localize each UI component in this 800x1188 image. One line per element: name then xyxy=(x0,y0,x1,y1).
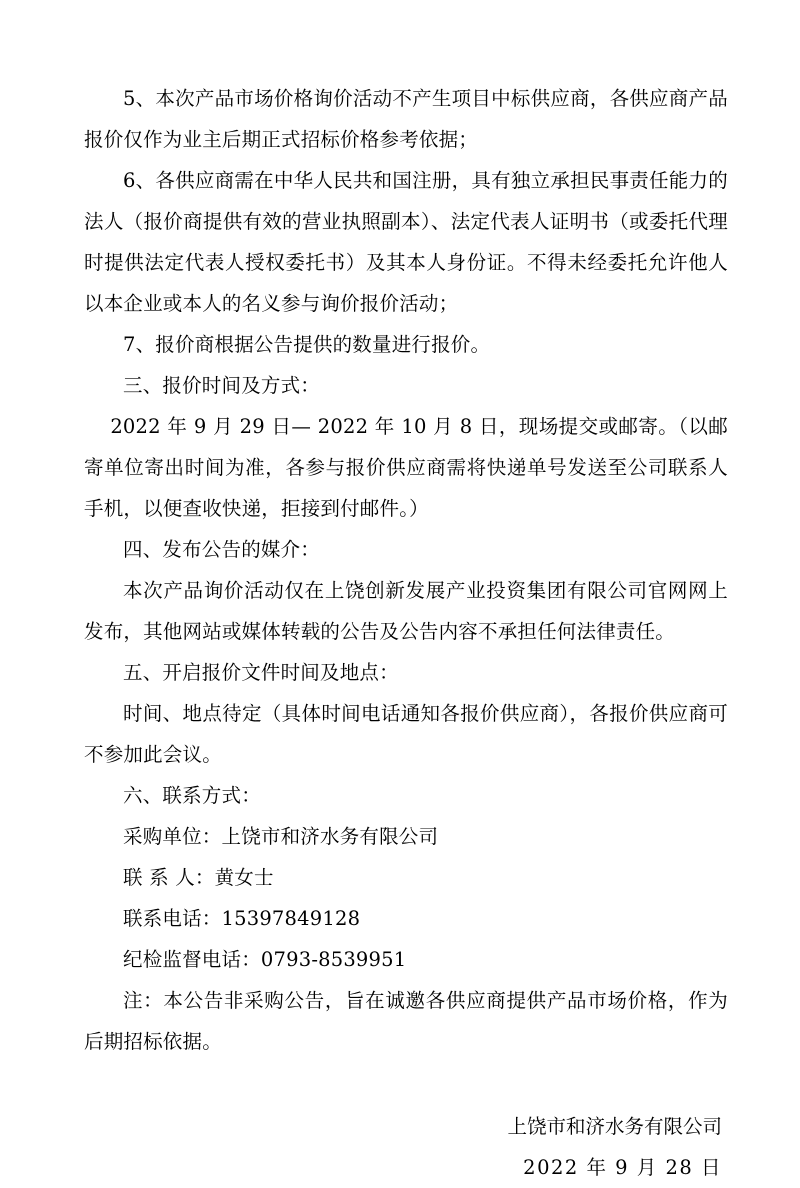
paragraph-item-5: 5、本次产品市场价格询价活动不产生项目中标供应商，各供应商产品报价仅作为业主后期正式招标价格参考依据； xyxy=(84,87,728,151)
document-body xyxy=(84,78,728,1062)
paragraph-item-6: 6、各供应商需在中华人民共和国注册，具有独立承担民事责任能力的法人（报价商提供有效的营业执照副本）、法定代表人证明书（或委托代理时提供法定代表人授权委托书）及其本人身份证。不得未经委托允许他人以本企业或本人的名义参与询价报价活动； xyxy=(84,169,728,315)
heading-section-5: 五、开启报价文件时间及地点： xyxy=(123,661,399,684)
signature-company: 上饶市和济水务有限公司 xyxy=(507,1115,722,1138)
signature-block xyxy=(84,1106,728,1188)
contact-purchaser: 采购单位：上饶市和济水务有限公司 xyxy=(123,825,439,848)
paragraph-note: 注：本公告非采购公告，旨在诚邀各供应商提供产品市场价格，作为后期招标依据。 xyxy=(84,989,728,1053)
paragraph-section-5-body: 时间、地点待定（具体时间电话通知各报价供应商），各报价供应商可不参加此会议。 xyxy=(84,702,728,766)
heading-section-3: 三、报价时间及方式： xyxy=(123,374,321,397)
heading-section-4: 四、发布公告的媒介： xyxy=(123,538,321,561)
paragraph-item-7: 7、报价商根据公告提供的数量进行报价。 xyxy=(123,333,491,356)
contact-phone: 联系电话：15397849128 xyxy=(123,907,361,930)
signature-date: 2022 年 9 月 28 日 xyxy=(523,1156,722,1179)
heading-section-6: 六、联系方式： xyxy=(123,784,261,807)
contact-person: 联 系 人：黄女士 xyxy=(123,866,274,889)
paragraph-section-3-body: 2022 年 9 月 29 日— 2022 年 10 月 8 日，现场提交或邮寄。（以邮寄单位寄出时间为准，各参与报价供应商需将快递单号发送至公司联系人手机，以便查收快递，拒接到付邮件。） xyxy=(84,415,728,520)
paragraph-section-4-body: 本次产品询价活动仅在上饶创新发展产业投资集团有限公司官网网上发布，其他网站或媒体转载的公告及公告内容不承担任何法律责任。 xyxy=(84,579,728,643)
supervision-phone: 纪检监督电话：0793-8539951 xyxy=(123,948,407,971)
